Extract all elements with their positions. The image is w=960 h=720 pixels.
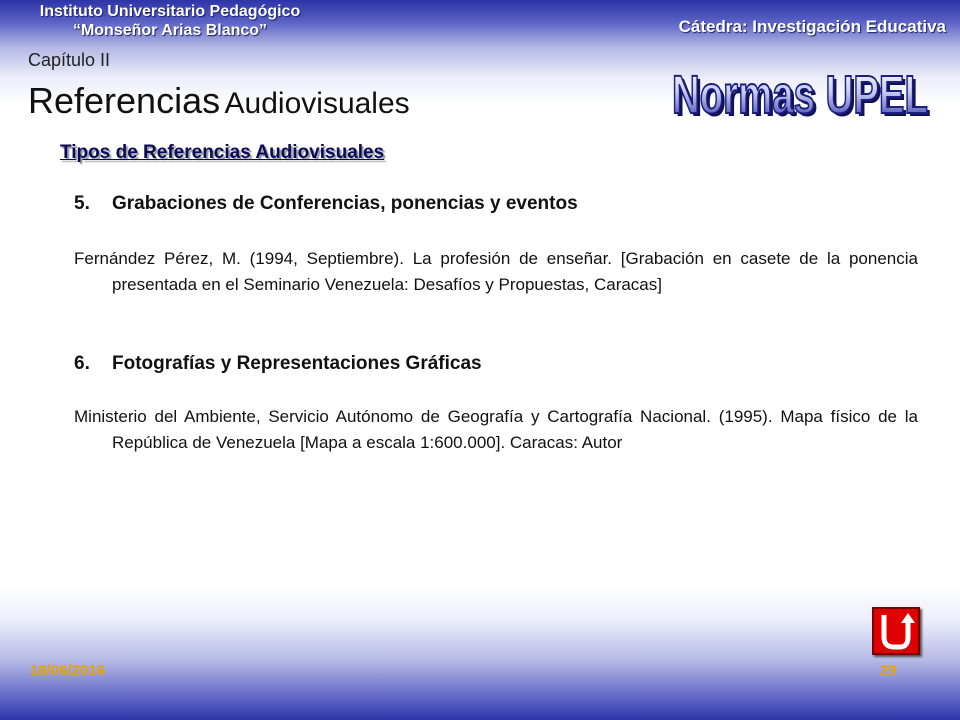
section-heading-text: Grabaciones de Conferencias, ponencias y eventos [112,193,578,214]
footer-date: 18/06/2016 [30,662,106,679]
back-button[interactable] [872,607,920,655]
institute-line-2: “Monseñor Arias Blanco” [72,22,268,39]
reference-text: Fernández Pérez, M. (1994, Septiembre). La profesión de enseñar. [Grabación en casete de la ponencia presentada en el Seminario Venezuela: Desafíos y Propuestas, Caracas] [74,249,918,294]
catedra-label: Cátedra: Investigación Educativa [678,17,946,36]
chapter-label: Capítulo II [28,50,111,70]
section-5 [74,193,918,215]
institute-line-1: Instituto Universitario Pedagógico [39,3,301,20]
reference-text: Ministerio del Ambiente, Servicio Autónomo de Geografía y Cartografía Nacional. (1995). Mapa físico de la República de Venezuela [Mapa a escala 1:600.000]. Caracas: Autor [74,407,918,452]
slide-title-rest: Audiovisuales [224,87,410,120]
page-number: 29 [880,662,897,679]
section-heading-text: Fotografías y Representaciones Gráficas [112,353,482,374]
section-6 [74,353,918,375]
normas-upel-logo [660,52,940,132]
reference-5 [74,246,918,298]
slide-title [28,80,410,122]
section-number: 5. [74,193,90,214]
section-heading [74,193,918,215]
logo-text-shadow: Normas UPEL [675,68,931,128]
section-number: 6. [74,353,90,374]
institute-name [0,2,340,40]
reference-6 [74,404,918,456]
return-arrow-icon [874,609,918,653]
section-subtitle: Tipos de Referencias Audiovisuales [60,142,385,163]
section-heading [74,353,918,375]
slide-title-main: Referencias [28,80,221,121]
logo-text: Normas UPEL [672,65,928,125]
